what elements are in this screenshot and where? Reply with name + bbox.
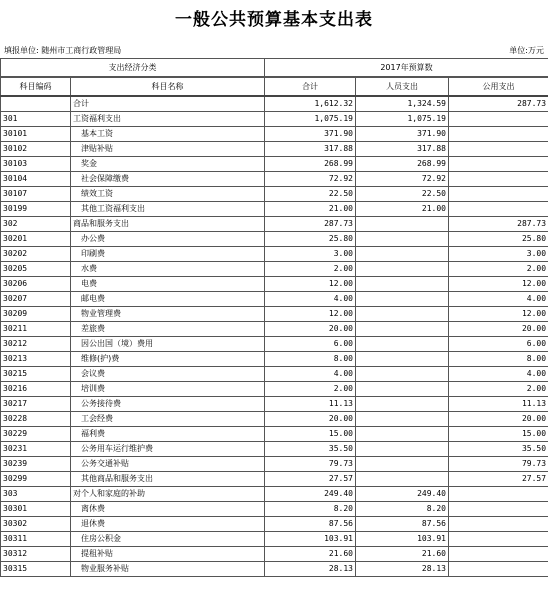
header-group-row xyxy=(1,59,548,78)
row-public xyxy=(449,187,548,202)
row-personnel: 249.40 xyxy=(356,487,449,502)
table-row xyxy=(1,187,548,202)
row-public: 15.00 xyxy=(449,427,548,442)
table-row xyxy=(1,472,548,487)
row-total: 79.73 xyxy=(265,457,356,472)
header-public: 公用支出 xyxy=(449,77,548,96)
row-personnel xyxy=(356,232,449,247)
row-name: 住房公积金 xyxy=(71,532,265,547)
row-code: 30213 xyxy=(1,352,71,367)
row-code: 30228 xyxy=(1,412,71,427)
row-total: 12.00 xyxy=(265,277,356,292)
row-code: 30311 xyxy=(1,532,71,547)
row-personnel: 22.50 xyxy=(356,187,449,202)
table-row xyxy=(1,96,548,112)
row-total: 12.00 xyxy=(265,307,356,322)
row-total: 103.91 xyxy=(265,532,356,547)
row-code: 30315 xyxy=(1,562,71,577)
row-total: 35.50 xyxy=(265,442,356,457)
row-code: 30201 xyxy=(1,232,71,247)
row-code: 30101 xyxy=(1,127,71,142)
row-name: 培训费 xyxy=(71,382,265,397)
row-public: 12.00 xyxy=(449,307,548,322)
row-code: 30215 xyxy=(1,367,71,382)
row-name: 公务接待费 xyxy=(71,397,265,412)
table-row xyxy=(1,547,548,562)
row-total: 287.73 xyxy=(265,217,356,232)
row-personnel xyxy=(356,397,449,412)
row-code: 30202 xyxy=(1,247,71,262)
header-column-row xyxy=(1,77,548,96)
row-personnel xyxy=(356,427,449,442)
row-public xyxy=(449,142,548,157)
row-personnel: 21.00 xyxy=(356,202,449,217)
row-total: 1,075.19 xyxy=(265,112,356,127)
row-personnel xyxy=(356,247,449,262)
row-total: 4.00 xyxy=(265,292,356,307)
row-public xyxy=(449,547,548,562)
row-total: 21.00 xyxy=(265,202,356,217)
row-name: 绩效工资 xyxy=(71,187,265,202)
row-personnel: 371.90 xyxy=(356,127,449,142)
row-public: 79.73 xyxy=(449,457,548,472)
row-code: 30216 xyxy=(1,382,71,397)
row-public: 25.80 xyxy=(449,232,548,247)
row-name: 其他商品和服务支出 xyxy=(71,472,265,487)
row-name: 印刷费 xyxy=(71,247,265,262)
row-public: 6.00 xyxy=(449,337,548,352)
row-total: 28.13 xyxy=(265,562,356,577)
row-public: 4.00 xyxy=(449,292,548,307)
row-personnel: 317.88 xyxy=(356,142,449,157)
header-personnel: 人员支出 xyxy=(356,77,449,96)
row-public: 27.57 xyxy=(449,472,548,487)
row-code: 301 xyxy=(1,112,71,127)
row-total: 268.99 xyxy=(265,157,356,172)
row-public xyxy=(449,202,548,217)
row-public xyxy=(449,172,548,187)
row-public: 8.00 xyxy=(449,352,548,367)
row-personnel: 8.20 xyxy=(356,502,449,517)
row-public: 12.00 xyxy=(449,277,548,292)
row-name: 水费 xyxy=(71,262,265,277)
row-code: 30209 xyxy=(1,307,71,322)
row-total: 2.00 xyxy=(265,262,356,277)
row-code: 30199 xyxy=(1,202,71,217)
row-public xyxy=(449,562,548,577)
table-row xyxy=(1,457,548,472)
row-total: 8.20 xyxy=(265,502,356,517)
row-name: 工会经费 xyxy=(71,412,265,427)
row-name: 差旅费 xyxy=(71,322,265,337)
table-row xyxy=(1,112,548,127)
row-personnel xyxy=(356,457,449,472)
row-name: 退休费 xyxy=(71,517,265,532)
row-total: 20.00 xyxy=(265,412,356,427)
row-total: 6.00 xyxy=(265,337,356,352)
row-code: 30217 xyxy=(1,397,71,412)
row-name: 福利费 xyxy=(71,427,265,442)
table-row xyxy=(1,382,548,397)
table-row xyxy=(1,532,548,547)
row-public: 4.00 xyxy=(449,367,548,382)
header-code: 科目编码 xyxy=(1,77,71,96)
row-personnel xyxy=(356,472,449,487)
row-personnel xyxy=(356,292,449,307)
table-row xyxy=(1,442,548,457)
header-name: 科目名称 xyxy=(71,77,265,96)
row-code: 30205 xyxy=(1,262,71,277)
row-public: 20.00 xyxy=(449,412,548,427)
row-code: 30211 xyxy=(1,322,71,337)
row-public: 11.13 xyxy=(449,397,548,412)
row-public: 287.73 xyxy=(449,96,548,112)
table-row xyxy=(1,322,548,337)
row-code: 30301 xyxy=(1,502,71,517)
table-row xyxy=(1,502,548,517)
row-personnel xyxy=(356,382,449,397)
row-total: 27.57 xyxy=(265,472,356,487)
row-code: 30239 xyxy=(1,457,71,472)
table-row xyxy=(1,202,548,217)
row-public: 287.73 xyxy=(449,217,548,232)
table-row xyxy=(1,247,548,262)
row-name: 对个人和家庭的补助 xyxy=(71,487,265,502)
row-name: 因公出国（境）费用 xyxy=(71,337,265,352)
table-row xyxy=(1,487,548,502)
row-code: 30229 xyxy=(1,427,71,442)
row-total: 25.80 xyxy=(265,232,356,247)
row-personnel: 1,324.59 xyxy=(356,96,449,112)
row-public: 3.00 xyxy=(449,247,548,262)
table-row xyxy=(1,127,548,142)
row-name: 公务用车运行维护费 xyxy=(71,442,265,457)
row-name: 奖金 xyxy=(71,157,265,172)
table-row xyxy=(1,397,548,412)
row-code: 30212 xyxy=(1,337,71,352)
table-row xyxy=(1,337,548,352)
row-public xyxy=(449,517,548,532)
row-public xyxy=(449,502,548,517)
table-row xyxy=(1,142,548,157)
row-name: 其他工资福利支出 xyxy=(71,202,265,217)
row-total: 20.00 xyxy=(265,322,356,337)
row-code: 30103 xyxy=(1,157,71,172)
row-total: 3.00 xyxy=(265,247,356,262)
row-name: 邮电费 xyxy=(71,292,265,307)
row-code: 303 xyxy=(1,487,71,502)
row-code: 30302 xyxy=(1,517,71,532)
row-personnel xyxy=(356,412,449,427)
row-code xyxy=(1,96,71,112)
table-row xyxy=(1,262,548,277)
row-public xyxy=(449,112,548,127)
row-total: 11.13 xyxy=(265,397,356,412)
row-code: 30104 xyxy=(1,172,71,187)
row-total: 87.56 xyxy=(265,517,356,532)
row-personnel: 72.92 xyxy=(356,172,449,187)
table-row xyxy=(1,277,548,292)
reporting-unit: 填报单位: 随州市工商行政管理局 xyxy=(4,46,122,55)
row-total: 2.00 xyxy=(265,382,356,397)
table-row xyxy=(1,217,548,232)
row-code: 30102 xyxy=(1,142,71,157)
row-public: 2.00 xyxy=(449,262,548,277)
row-total: 4.00 xyxy=(265,367,356,382)
row-name: 物业服务补贴 xyxy=(71,562,265,577)
currency-unit: 单位:万元 xyxy=(509,46,544,55)
row-personnel xyxy=(356,307,449,322)
table-row xyxy=(1,562,548,577)
row-public: 2.00 xyxy=(449,382,548,397)
row-total: 8.00 xyxy=(265,352,356,367)
row-personnel xyxy=(356,337,449,352)
row-total: 15.00 xyxy=(265,427,356,442)
row-personnel xyxy=(356,442,449,457)
table-row xyxy=(1,292,548,307)
row-total: 72.92 xyxy=(265,172,356,187)
row-name: 电费 xyxy=(71,277,265,292)
row-personnel: 28.13 xyxy=(356,562,449,577)
row-code: 30231 xyxy=(1,442,71,457)
budget-table xyxy=(0,58,548,577)
row-name: 办公费 xyxy=(71,232,265,247)
row-name: 社会保障缴费 xyxy=(71,172,265,187)
row-personnel: 268.99 xyxy=(356,157,449,172)
row-personnel xyxy=(356,322,449,337)
row-public: 35.50 xyxy=(449,442,548,457)
row-name: 离休费 xyxy=(71,502,265,517)
row-name: 工资福利支出 xyxy=(71,112,265,127)
row-name: 合计 xyxy=(71,96,265,112)
row-total: 371.90 xyxy=(265,127,356,142)
row-personnel: 1,075.19 xyxy=(356,112,449,127)
row-name: 会议费 xyxy=(71,367,265,382)
row-code: 30206 xyxy=(1,277,71,292)
row-name: 提租补贴 xyxy=(71,547,265,562)
row-personnel xyxy=(356,262,449,277)
row-personnel: 21.60 xyxy=(356,547,449,562)
row-total: 317.88 xyxy=(265,142,356,157)
table-row xyxy=(1,367,548,382)
row-name: 基本工资 xyxy=(71,127,265,142)
table-row xyxy=(1,172,548,187)
row-total: 1,612.32 xyxy=(265,96,356,112)
row-personnel xyxy=(356,277,449,292)
table-row xyxy=(1,352,548,367)
row-code: 30107 xyxy=(1,187,71,202)
row-code: 30312 xyxy=(1,547,71,562)
table-row xyxy=(1,232,548,247)
row-code: 302 xyxy=(1,217,71,232)
table-row xyxy=(1,412,548,427)
row-name: 商品和服务支出 xyxy=(71,217,265,232)
header-budget-year: 2017年预算数 xyxy=(265,59,548,78)
row-personnel: 103.91 xyxy=(356,532,449,547)
row-total: 21.60 xyxy=(265,547,356,562)
table-row xyxy=(1,307,548,322)
table-row xyxy=(1,157,548,172)
header-economic-classification: 支出经济分类 xyxy=(1,59,265,78)
row-public xyxy=(449,532,548,547)
row-public xyxy=(449,157,548,172)
row-total: 22.50 xyxy=(265,187,356,202)
table-row xyxy=(1,427,548,442)
row-name: 维修(护)费 xyxy=(71,352,265,367)
header-total: 合计 xyxy=(265,77,356,96)
report-title: 一般公共预算基本支出表 xyxy=(175,10,373,30)
row-code: 30299 xyxy=(1,472,71,487)
table-row xyxy=(1,517,548,532)
row-personnel: 87.56 xyxy=(356,517,449,532)
row-public xyxy=(449,487,548,502)
row-name: 津贴补贴 xyxy=(71,142,265,157)
row-public xyxy=(449,127,548,142)
row-code: 30207 xyxy=(1,292,71,307)
row-personnel xyxy=(356,352,449,367)
row-total: 249.40 xyxy=(265,487,356,502)
row-name: 物业管理费 xyxy=(71,307,265,322)
row-name: 公务交通补贴 xyxy=(71,457,265,472)
row-personnel xyxy=(356,217,449,232)
row-public: 20.00 xyxy=(449,322,548,337)
row-personnel xyxy=(356,367,449,382)
